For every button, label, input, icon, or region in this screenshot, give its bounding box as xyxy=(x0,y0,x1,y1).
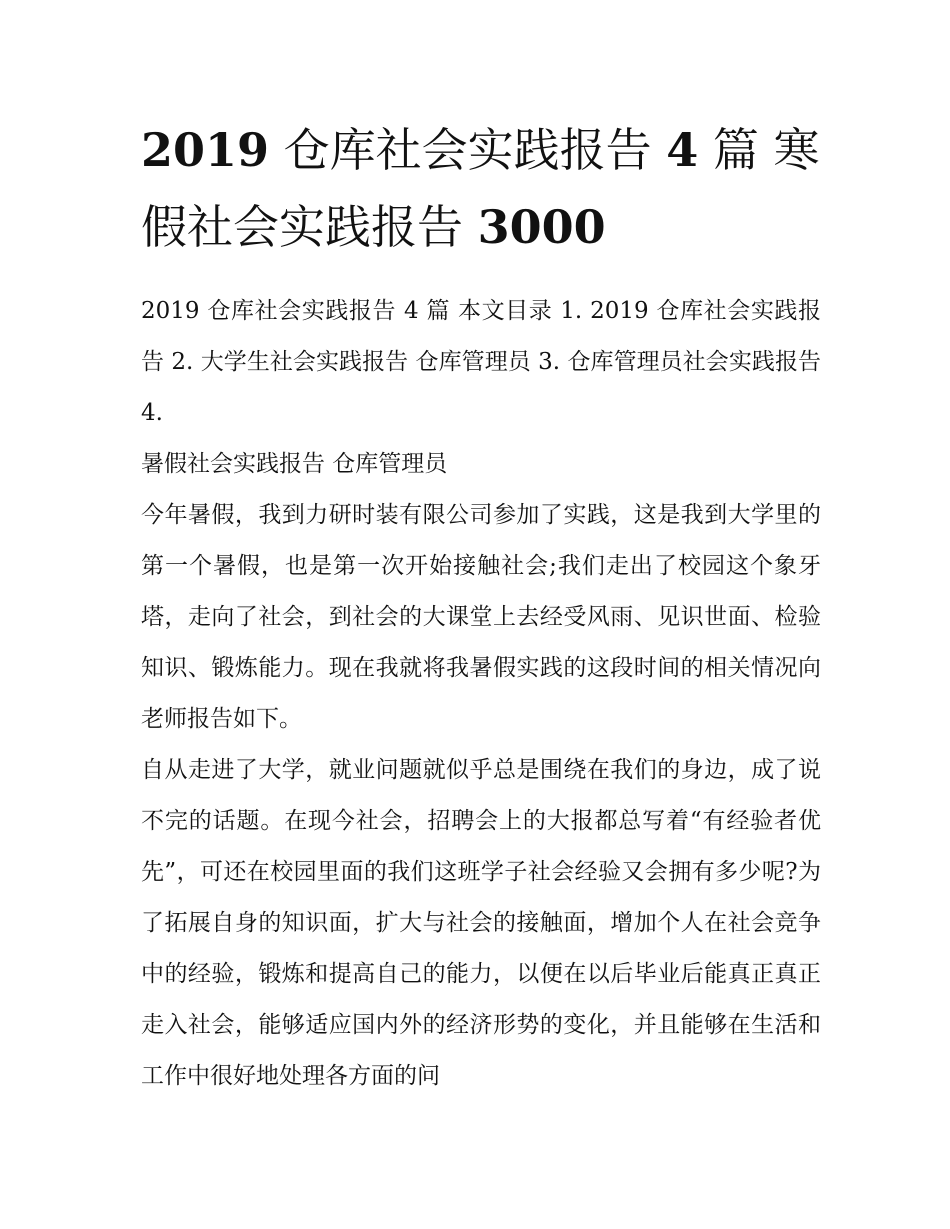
title-text-2: 篇 寒假社会实践报告 xyxy=(141,123,820,254)
document-body xyxy=(141,286,821,1102)
title-year: 2019 xyxy=(141,123,270,177)
title-text-1: 仓库社会实践报告 xyxy=(269,123,667,177)
title-count: 4 xyxy=(666,123,699,177)
document-content xyxy=(141,112,821,1102)
title-number: 3000 xyxy=(477,200,606,254)
paragraph-intro: 今年暑假，我到力研时装有限公司参加了实践，这是我到大学里的第一个暑假，也是第一次开始接触社会;我们走出了校园这个象牙塔，走向了社会，到社会的大课堂上去经受风雨、见识世面、检验知识、锻炼能力。现在我就将我暑假实践的这段时间的相关情况向老师报告如下。 xyxy=(141,502,821,732)
paragraph-motivation: 自从走进了大学，就业问题就似乎总是围绕在我们的身边，成了说不完的话题。在现今社会，招聘会上的大报都总写着“有经验者优先”，可还在校园里面的我们这班学子社会经验又会拥有多少呢?为了拓展自身的知识面，扩大与社会的接触面，增加个人在社会竞争中的经验，锻炼和提高自己的能力，以便在以后毕业后能真正真正走入社会，能够适应国内外的经济形势的变化，并且能够在生活和工作中很好地处理各方面的问 xyxy=(141,757,821,1089)
paragraph-subheading: 暑假社会实践报告 仓库管理员 xyxy=(141,451,448,477)
document-title xyxy=(141,112,821,266)
paragraph-toc: 2019 仓库社会实践报告 4 篇 本文目录 1. 2019 仓库社会实践报告 2. 大学生社会实践报告 仓库管理员 3. 仓库管理员社会实践报告 4. xyxy=(141,298,821,426)
